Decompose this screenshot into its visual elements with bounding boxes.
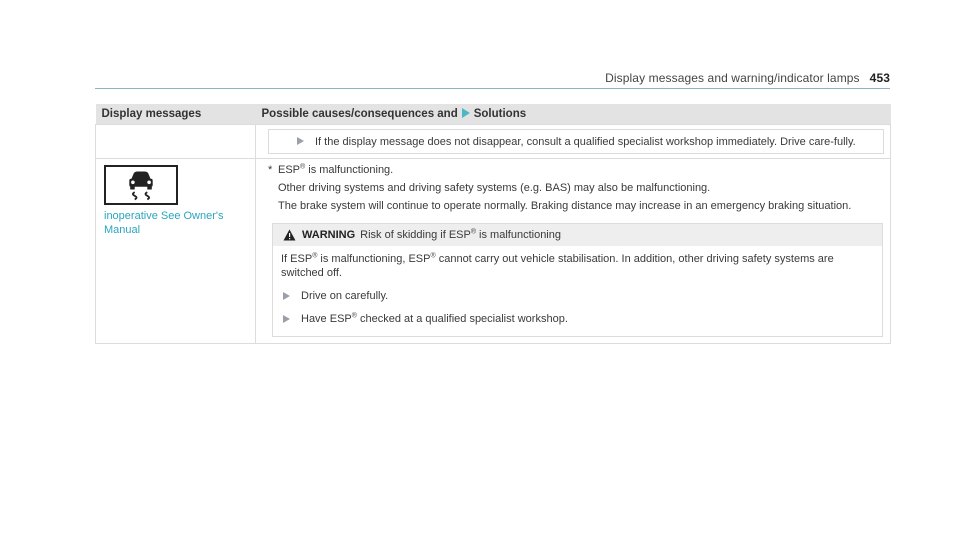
warning-body xyxy=(273,246,882,336)
row2-causes-cell xyxy=(256,159,891,344)
warning-step-2 xyxy=(281,309,874,332)
table-row xyxy=(96,159,891,344)
cause-line-1-rest: is malfunctioning. xyxy=(305,164,394,176)
cause-line-2: Other driving systems and driving safety systems (e.g. BAS) may also be malfunctioning. xyxy=(278,182,711,194)
warning-box xyxy=(272,223,883,337)
footnote-star: * xyxy=(268,164,273,176)
warning-text-c: cannot carry out vehicle stabilisation. In addition, other driving safety systems are switched off. xyxy=(281,253,834,279)
warning-text xyxy=(281,252,874,280)
display-messages-table xyxy=(95,104,891,344)
solutions-arrow-icon xyxy=(462,108,470,118)
solution-step xyxy=(269,130,883,153)
reg-mark: ® xyxy=(300,163,306,171)
warning-title-b: is malfunctioning xyxy=(476,229,561,241)
owners-manual-link[interactable]: inoperative See Owner's Manual xyxy=(104,210,224,236)
row1-message-cell xyxy=(96,125,256,159)
page-header xyxy=(605,71,890,85)
warning-title xyxy=(360,228,561,242)
page-number: 453 xyxy=(869,71,890,85)
warning-step-2-b: checked at a qualified specialist workshop. xyxy=(356,313,568,325)
table-header-row xyxy=(96,104,891,125)
reg-mark: ® xyxy=(351,312,357,320)
reg-mark: ® xyxy=(312,252,318,260)
step-arrow-icon xyxy=(283,292,290,300)
warning-text-a: If ESP xyxy=(281,253,313,265)
reg-mark: ® xyxy=(430,252,436,260)
esp-indicator xyxy=(96,159,255,205)
row1-causes-cell xyxy=(256,125,891,159)
col-header-solutions-text: Solutions xyxy=(473,108,527,120)
cause-line-3: The brake system will continue to operate normally. Braking distance may increase in an emergency braking situation. xyxy=(278,200,852,212)
table-row xyxy=(96,125,891,159)
step-arrow-icon xyxy=(297,137,304,145)
header-title: Display messages and warning/indicator lamps xyxy=(605,71,860,85)
warning-text-b: is malfunctioning, ESP xyxy=(317,253,431,265)
warning-step-1 xyxy=(281,286,874,309)
cause-text xyxy=(256,159,890,213)
esp-term: ESP xyxy=(278,164,301,176)
warning-triangle-icon xyxy=(283,229,296,241)
solution-box xyxy=(268,129,884,154)
warning-header xyxy=(273,224,882,246)
cause-line-1 xyxy=(268,163,882,177)
warning-title-a: Risk of skidding if ESP xyxy=(360,229,471,241)
esp-skid-car-icon xyxy=(104,165,178,205)
step-arrow-icon xyxy=(283,315,290,323)
warning-step-2-text xyxy=(301,313,568,325)
col-header-display-messages: Display messages xyxy=(96,104,256,125)
row2-message-cell xyxy=(96,159,256,344)
warning-step-2-a: Have ESP xyxy=(301,313,352,325)
header-rule xyxy=(95,88,890,89)
reg-mark: ® xyxy=(470,228,476,236)
warning-label: WARNING xyxy=(302,229,356,241)
warning-step-1-text: Drive on carefully. xyxy=(301,290,389,302)
step-text: If the display message does not disappear, consult a qualified specialist workshop immediately. Drive care-fully. xyxy=(315,136,856,148)
col-header-causes-text: Possible causes/consequences and xyxy=(261,108,458,120)
col-header-causes xyxy=(256,104,891,125)
